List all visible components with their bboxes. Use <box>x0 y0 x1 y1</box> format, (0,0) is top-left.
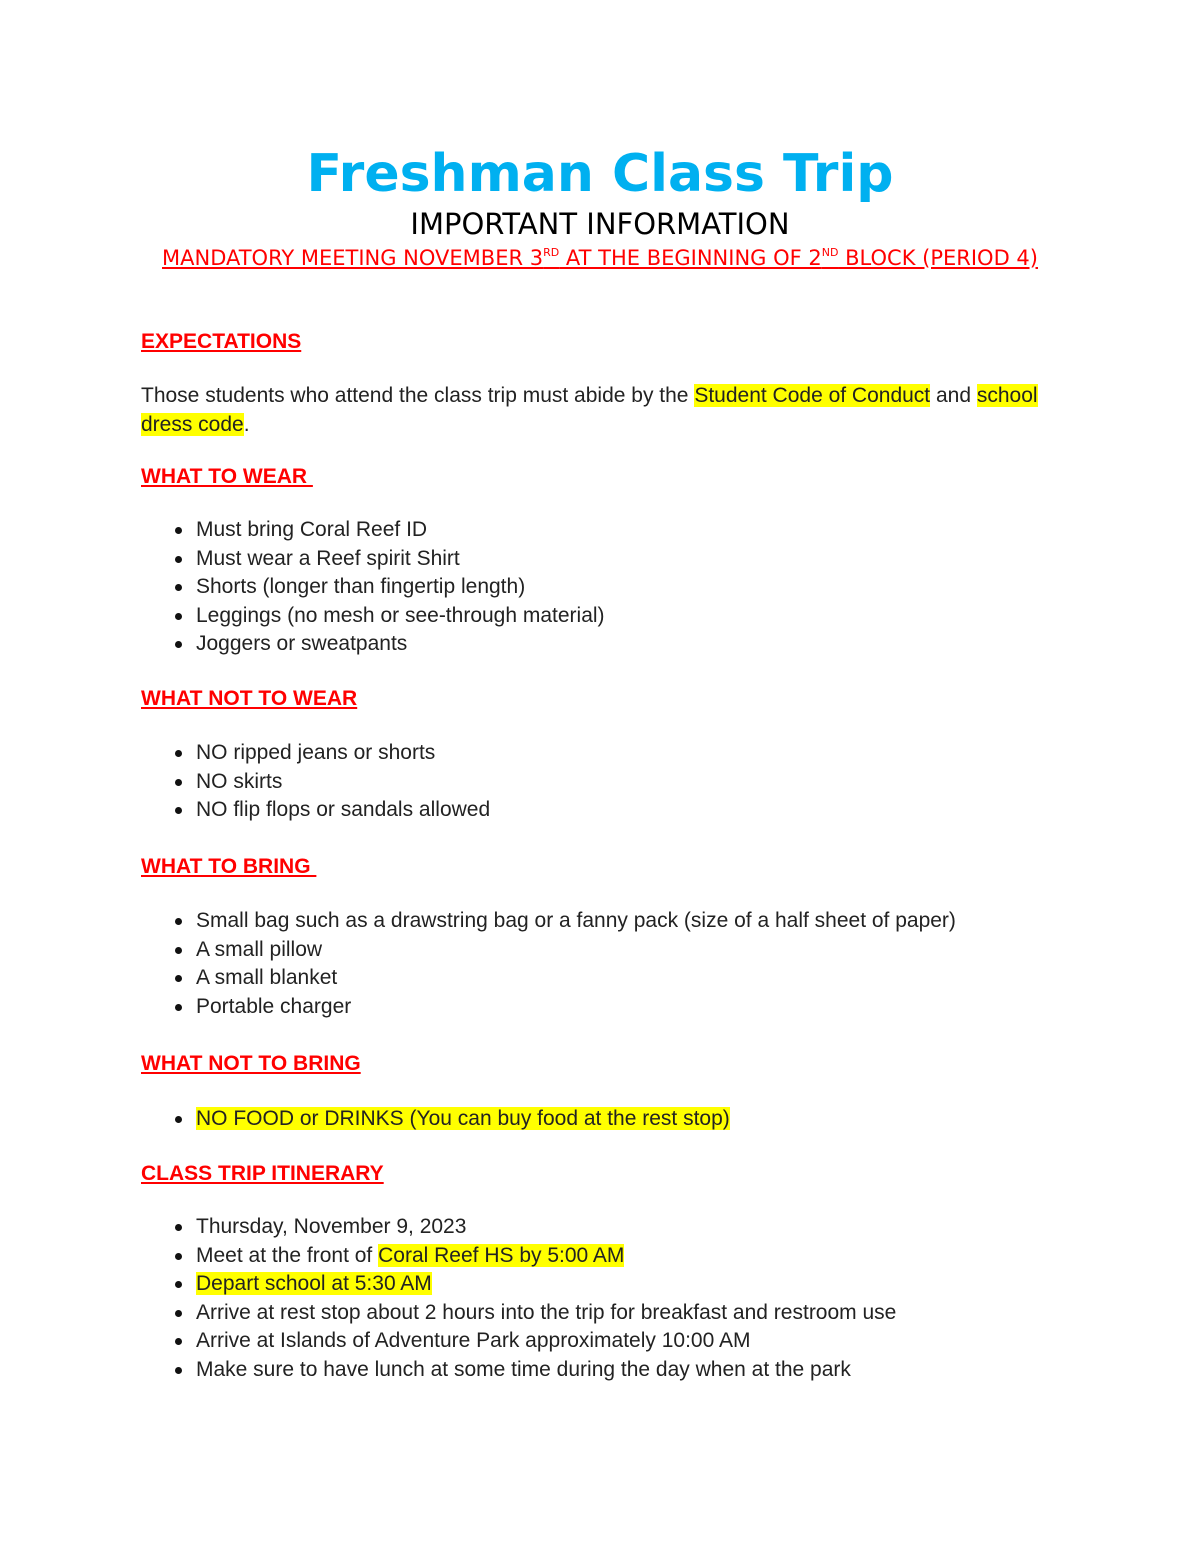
list-item <box>141 1242 896 1271</box>
bullet-icon <box>175 1253 182 1260</box>
list-item-text: NO skirts <box>196 769 283 793</box>
expectations-heading: EXPECTATIONS <box>141 330 302 353</box>
what-to-wear-heading: WHAT TO WEAR <box>141 465 313 488</box>
list-item-text: Must wear a Reef spirit Shirt <box>196 546 460 570</box>
expectations-text-after: . <box>243 413 250 436</box>
meeting-text-1: MANDATORY MEETING NOVEMBER 3 <box>162 246 544 270</box>
what-to-wear-list <box>141 516 605 659</box>
list-item <box>141 573 605 602</box>
bullet-icon <box>175 641 182 648</box>
list-item <box>141 1213 896 1242</box>
list-item <box>141 1105 730 1134</box>
list-item <box>141 1327 896 1356</box>
bullet-icon <box>175 1367 182 1374</box>
expectations-text-before: Those students who attend the class trip must abide by the <box>141 384 695 407</box>
list-item-text: Make sure to have lunch at some time during the day when at the park <box>196 1357 851 1381</box>
bullet-icon <box>175 1224 182 1231</box>
mandatory-meeting-notice <box>160 244 1040 272</box>
bullet-icon <box>175 1281 182 1288</box>
bullet-icon <box>175 1004 182 1011</box>
list-item <box>141 1299 896 1328</box>
list-item-text: Thursday, November 9, 2023 <box>196 1215 467 1238</box>
list-item-text: Must bring Coral Reef ID <box>196 518 428 541</box>
meeting-superscript-2: ND <box>821 246 839 259</box>
list-item <box>141 545 605 574</box>
expectations-text-middle: and <box>930 384 977 407</box>
bullet-icon <box>175 527 182 534</box>
what-not-to-bring-list <box>141 1105 730 1134</box>
what-not-to-bring-heading: WHAT NOT TO BRING <box>141 1052 361 1075</box>
list-item-text: Joggers or sweatpants <box>196 632 408 656</box>
page-title: Freshman Class Trip <box>306 144 894 204</box>
list-item <box>141 796 490 825</box>
list-item <box>141 516 605 545</box>
list-item-text: NO flip flops or sandals allowed <box>196 798 491 822</box>
list-item-text: Small bag such as a drawstring bag or a fanny pack (size of a half sheet of paper) <box>196 909 956 932</box>
list-item <box>141 907 956 936</box>
list-item <box>141 936 956 965</box>
list-item-text: A small pillow <box>196 937 323 961</box>
bullet-icon <box>175 975 182 982</box>
list-item-text: Leggings (no mesh or see-through material) <box>196 603 605 627</box>
list-item <box>141 1270 896 1299</box>
bullet-icon <box>175 750 182 757</box>
bullet-icon <box>175 779 182 786</box>
list-item-text: Arrive at rest stop about 2 hours into the trip for breakfast and restroom use <box>196 1300 897 1324</box>
bullet-icon <box>175 1310 182 1317</box>
list-item-text: NO FOOD or DRINKS (You can buy food at the rest stop) <box>196 1107 730 1130</box>
list-item <box>141 630 605 659</box>
list-item-text: NO ripped jeans or shorts <box>196 741 436 764</box>
depart-time-highlight: Depart school at 5:30 AM <box>196 1272 432 1296</box>
bullet-icon <box>175 807 182 814</box>
bullet-icon <box>175 918 182 925</box>
bullet-icon <box>175 947 182 954</box>
bullet-icon <box>175 556 182 563</box>
bullet-icon <box>175 1116 182 1123</box>
list-item-text: Meet at the front of <box>196 1243 379 1267</box>
page-subtitle: IMPORTANT INFORMATION <box>410 207 790 241</box>
list-item <box>141 768 490 797</box>
itinerary-heading: CLASS TRIP ITINERARY <box>141 1162 384 1185</box>
list-item-text: A small blanket <box>196 966 338 990</box>
expectations-paragraph <box>141 381 1041 439</box>
bullet-icon <box>175 613 182 620</box>
what-to-bring-heading: WHAT TO BRING <box>141 855 317 878</box>
list-item <box>141 602 605 631</box>
meet-time-highlight: Coral Reef HS by 5:00 AM <box>378 1243 625 1267</box>
meeting-superscript-1: RD <box>543 246 560 259</box>
list-item-text: Arrive at Islands of Adventure Park approximately 10:00 AM <box>196 1329 751 1353</box>
list-item <box>141 993 956 1022</box>
list-item-text: Shorts (longer than fingertip length) <box>196 575 526 599</box>
student-code-of-conduct-highlight: Student Code of Conduct <box>694 384 931 407</box>
meeting-text-3: BLOCK (PERIOD 4) <box>838 246 1038 270</box>
meeting-text-2: AT THE BEGINNING OF 2 <box>559 246 822 270</box>
what-not-to-wear-list <box>141 739 490 825</box>
list-item <box>141 1356 896 1385</box>
bullet-icon <box>175 1338 182 1345</box>
list-item-text: Portable charger <box>196 994 352 1018</box>
what-not-to-wear-heading: WHAT NOT TO WEAR <box>141 687 358 710</box>
what-to-bring-list <box>141 907 956 1021</box>
dress-code-highlight: school dress code <box>141 384 1038 436</box>
itinerary-list <box>141 1213 896 1385</box>
bullet-icon <box>175 584 182 591</box>
list-item <box>141 964 956 993</box>
list-item <box>141 739 490 768</box>
